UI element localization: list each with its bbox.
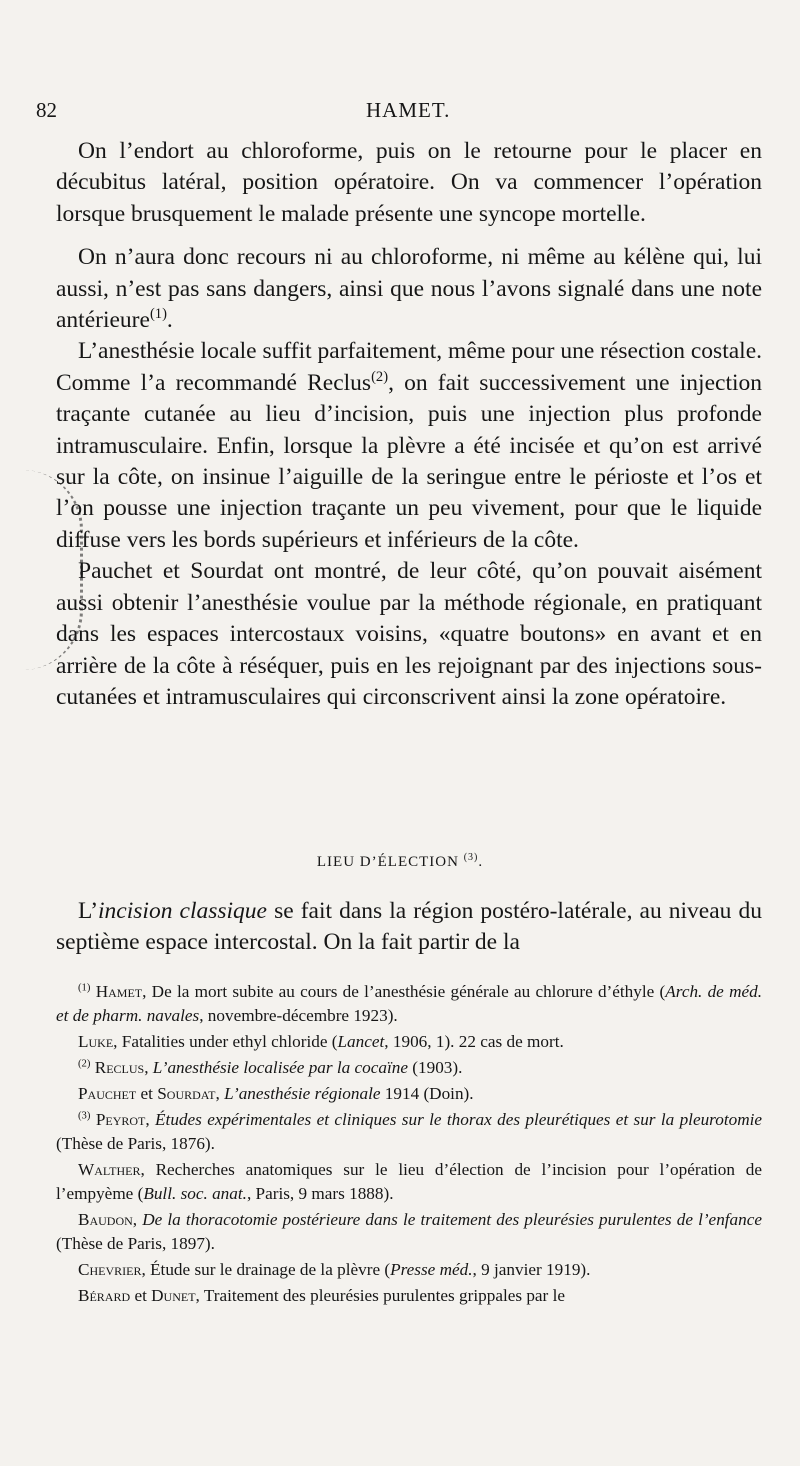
footnote-text: ,: [144, 1058, 153, 1077]
footnote-author: Luke: [78, 1032, 114, 1051]
footnote-text: , Traitement des pleurésies purulentes grippales par le: [195, 1286, 565, 1305]
footnote-text: , 9 janvier 1919).: [472, 1260, 591, 1279]
footnote-title: Presse méd.: [390, 1260, 473, 1279]
section-heading-text: LIEU D’ÉLECTION: [316, 854, 459, 870]
footnote-3: [56, 1108, 762, 1156]
paragraph-4: Pauchet et Sourdat ont montré, de leur côté, qu’on pouvait aisément aussi obtenir l’anesthésie voulue par la méthode régionale, en pratiquant dans les espaces intercostaux voisins, «quatre boutons» en avant et en arrière de la côte à réséquer, puis en les rejoignant par des injections sous-cutanées et intramusculaires qui circonscrivent ainsi la zone opératoire.: [56, 558, 762, 710]
footnote-3d: [56, 1258, 762, 1282]
paragraph-5: [56, 896, 762, 959]
footnote-author: Dunet: [151, 1286, 196, 1305]
paragraph-2-text: On n’aura donc recours ni au chloroforme, ni même au kélène qui, lui aussi, n’est pas sans dangers, ainsi que nous l’avons signalé dans une note antérieure: [56, 244, 762, 334]
footnote-text: , De la mort subite au cours de l’anesthésie générale au chlorure d’éthyle (: [142, 982, 666, 1001]
footnote-3b: [56, 1158, 762, 1206]
footnote-author: Reclus: [94, 1058, 145, 1077]
footnote-author: Walther: [78, 1160, 141, 1179]
footnote-2: [56, 1056, 762, 1080]
footnote-text: 1914 (Doin).: [380, 1084, 474, 1103]
paragraph-5-text: se fait dans la région postéro-latérale, au niveau du septième espace intercostal. On la fait partir de la: [56, 898, 762, 956]
footnote-title: Bull. soc. anat.: [143, 1184, 247, 1203]
footnote-text: ,: [132, 1210, 143, 1229]
footnote-text: ,: [215, 1084, 225, 1103]
footnote-text: , Fatalities under ethyl chloride (: [113, 1032, 338, 1051]
footnote-author: Chevrier: [78, 1260, 142, 1279]
footnote-title: L’anesthésie localisée par la cocaïne: [152, 1058, 408, 1077]
footnote-author: Hamet: [95, 982, 143, 1001]
footnote-marker: (1): [78, 982, 91, 994]
footnote-author: Sourdat: [157, 1084, 216, 1103]
footnote-2b: [56, 1082, 762, 1106]
footnote-title: L’anesthésie régionale: [224, 1084, 381, 1103]
running-head: HAMET.: [366, 98, 451, 122]
footnote-author: Baudon: [78, 1210, 133, 1229]
paragraph-2-end: .: [166, 307, 173, 334]
footnote-text: ,: [145, 1110, 156, 1129]
library-stamp: [2, 470, 83, 670]
footnote-3e: [56, 1284, 762, 1308]
paragraph-3-text: L’anesthésie locale suffit parfaitement, même pour une résection costale. Comme l’a recommandé Reclus: [56, 338, 762, 396]
footnote-1b: [56, 1030, 762, 1054]
paragraph-3: [56, 336, 762, 556]
footnote-text: , novembre-décembre 1923).: [199, 1006, 398, 1025]
footnote-text: , Étude sur le drainage de la plèvre (: [141, 1260, 391, 1279]
footnote-3c: [56, 1208, 762, 1256]
footnote-text: (Thèse de Paris, 1897).: [56, 1234, 215, 1253]
footnote-ref-3: (3): [463, 852, 479, 863]
page-header: [36, 98, 736, 128]
paragraph-1: On l’endort au chloroforme, puis on le retourne pour le placer en décubitus latéral, position opératoire. On va commencer l’opération lorsque brusquement le malade présente une syncope mortelle.: [56, 138, 762, 227]
footnotes: [56, 980, 762, 1310]
footnote-text: (Thèse de Paris, 1876).: [56, 1134, 215, 1153]
footnote-1: [56, 980, 762, 1028]
footnote-title: De la thoracotomie postérieure dans le traitement des pleurésies purulentes de l’enfance: [142, 1210, 763, 1229]
footnote-title: Lancet: [337, 1032, 385, 1051]
page-number: 82: [36, 98, 57, 122]
paragraph-3-rest: , on fait successivement une injection traçante cutanée au lieu d’incision, puis une injection plus profonde intramusculaire. Enfin, lorsque la plèvre a été incisée et qu’on est arrivé sur la côte, on insinue l’aiguille de la seringue entre le périoste et l’os et l’on pousse une injection traçante un peu vivement, pour que le liquide diffuse vers les bords supérieurs et inférieurs de la côte.: [56, 369, 763, 553]
footnote-text: (1903).: [408, 1058, 463, 1077]
footnote-text: , Paris, 9 mars 1888).: [246, 1184, 394, 1203]
footnote-text: et: [130, 1286, 152, 1305]
footnote-marker: (3): [78, 1110, 91, 1122]
footnote-text: , 1906, 1). 22 cas de mort.: [384, 1032, 564, 1051]
paragraph-5-start: L’: [78, 898, 99, 924]
section-heading: LIEU D’ÉLECTION $^{(3)}$.: [316, 852, 484, 870]
footnote-author: Bérard: [78, 1286, 131, 1305]
footnote-author: Pauchet: [78, 1084, 137, 1103]
footnote-ref-1: (1): [149, 306, 167, 323]
paragraph-5-italic: incision classique: [98, 898, 267, 924]
footnote-text: et: [136, 1084, 158, 1103]
footnote-title: Études expérimentales et cliniques sur le thorax des pleurétiques et sur la pleurotomie: [155, 1110, 763, 1129]
footnote-ref-2: (2): [371, 369, 389, 386]
footnote-text: , Recherches anatomiques sur le lieu d’élection de l’incision pour l’opération de l’empyème (: [56, 1160, 762, 1203]
paragraph-2: [56, 242, 762, 336]
footnote-author: Peyrot: [95, 1110, 146, 1129]
section-text: [56, 896, 762, 959]
footnote-title: Arch. de méd. et de pharm. navales: [56, 982, 763, 1025]
main-text: [56, 136, 762, 713]
footnote-marker: (2): [78, 1058, 91, 1070]
